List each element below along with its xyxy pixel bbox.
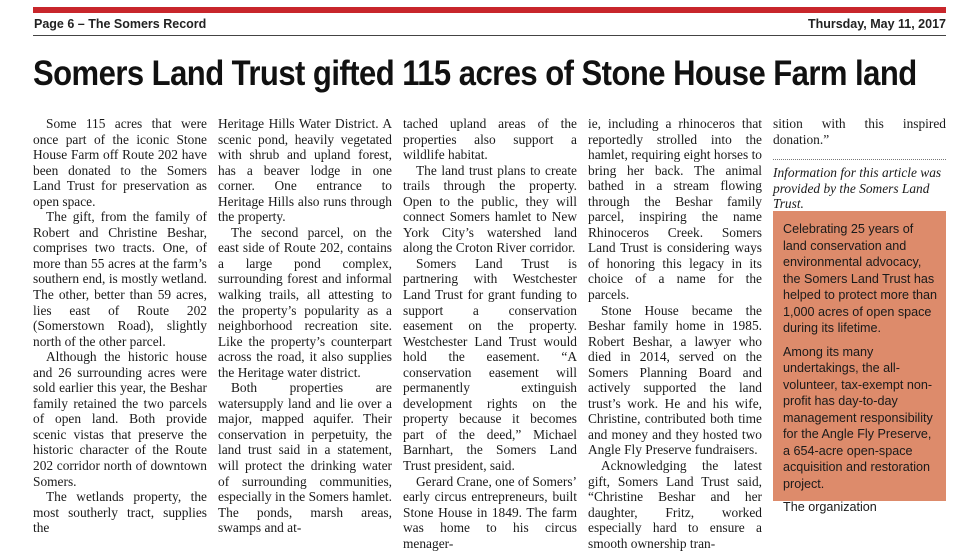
- issue-date: Thursday, May 11, 2017: [807, 17, 946, 31]
- paragraph: The land trust plans to create trails through the property. Open to the public, they will connect Somers hamlet to New York City’s watershed land along the Croton River corridor.: [403, 162, 577, 256]
- paragraph: The second parcel, on the east side of Route 202, contains a large pond complex, surrounding forest and informal walking trails, all attesting to the property’s popularity as a neighborhood recreation site. Like the property’s counterpart across the road, it also supplies the Heritage water district.: [218, 224, 392, 380]
- article-column-4: [588, 116, 762, 551]
- article-credit: [773, 159, 946, 212]
- header-accent-bar: [33, 7, 946, 13]
- paragraph: Acknowledging the latest gift, Somers Land Trust said, “Christine Beshar and her daughter, Fritz, worked especially hard to ensure a smooth ownership tran-: [588, 458, 762, 551]
- paragraph: Gerard Crane, one of Somers’ early circus entrepreneurs, built Stone House in 1849. The farm was home to his circus menager-: [403, 473, 578, 551]
- credit-text: Information for this article was provided by the Somers Land Trust.: [773, 165, 942, 212]
- paragraph: Although the historic house and 26 surrounding acres were sold earlier this year, the Beshar family retained the two parcels of open land. Both provide scenic vistas that preserve the historic character of the Route 202 corridor north of downtown Somers.: [33, 349, 207, 489]
- article-headline: Somers Land Trust gifted 115 acres of Stone House Farm land: [33, 54, 917, 93]
- paragraph: Heritage Hills Water District. A scenic pond, heavily vegetated with shrub and upland forest, has a beaver lodge in one corner. One entrance to Heritage Hills also runs through the property.: [218, 116, 392, 225]
- paragraph: The wetlands property, the most southerly tract, supplies the: [33, 489, 207, 536]
- paragraph: sition with this inspired donation.”: [773, 116, 946, 147]
- paragraph: Some 115 acres that were once part of the iconic Stone House Farm off Route 202 have been donated to the Somers Land Trust for preservation as open space.: [33, 116, 207, 209]
- page-label: Page 6 – The Somers Record: [34, 17, 207, 31]
- sidebar-paragraph: Among its many undertakings, the all-volunteer, tax-exempt non-profit has day-to-day management responsibility for the Angle Fly Preserve, a 654-acre open-space acquisition and restoration project.: [783, 344, 933, 491]
- sidebar-paragraph: The organization: [783, 500, 877, 514]
- paragraph: Both properties are watersupply land and lie over a major, mapped aquifer. Their conservation in perpetuity, the land trust said in a statement, will protect the drinking water of surrounding communities, especially in the Somers hamlet. The ponds, marsh areas, swamps and at-: [218, 380, 392, 536]
- sidebar-box: [773, 211, 946, 514]
- article-column-2: [218, 116, 392, 536]
- article-column-3: [403, 116, 577, 551]
- paragraph: Stone House became the Beshar family home in 1985. Robert Beshar, a lawyer who died in 2014, served on the Somers Planning Board and actively supported the land trust’s work. He and his wife, Christine, contributed both time and money and they hosted two Angle Fly Preserve fundraisers.: [588, 302, 762, 458]
- sidebar-paragraph: Celebrating 25 years of land conservation and environmental advocacy, the Somers Land Trust has helped to protect more than 1,000 acres of open space during its lifetime.: [783, 222, 938, 335]
- paragraph: ie, including a rhinoceros that reportedly strolled into the hamlet, requiring eight horses to bring her back. The animal bathed in a stream flowing through the Beshar family parcel, inspiring the name Rhinoceros Creek. Somers Land Trust is considering ways of honoring this legacy in its choice of a name for the parcels.: [588, 116, 762, 303]
- header-rule: [33, 35, 946, 36]
- article-column-5: [773, 116, 946, 212]
- paragraph: The gift, from the family of Robert and Christine Beshar, comprises two tracts. One, of more than 55 acres at the farm’s southern end, is mostly wetland. The other, better than 59 acres, lies east of Route 202 (Somerstown Road), slightly north of the other parcel.: [33, 209, 207, 349]
- article-column-1: [33, 116, 207, 536]
- paragraph: Somers Land Trust is partnering with Westchester Land Trust for grant funding to support a conservation easement on the property. Westchester Land Trust would hold the easement. “A conservation easement will permanently extinguish development rights on the property because it becomes part of the deed,” Michael Barnhart, the Somers Land Trust president, said.: [403, 255, 577, 474]
- paragraph: tached upland areas of the properties also support a wildlife habitat.: [403, 116, 577, 163]
